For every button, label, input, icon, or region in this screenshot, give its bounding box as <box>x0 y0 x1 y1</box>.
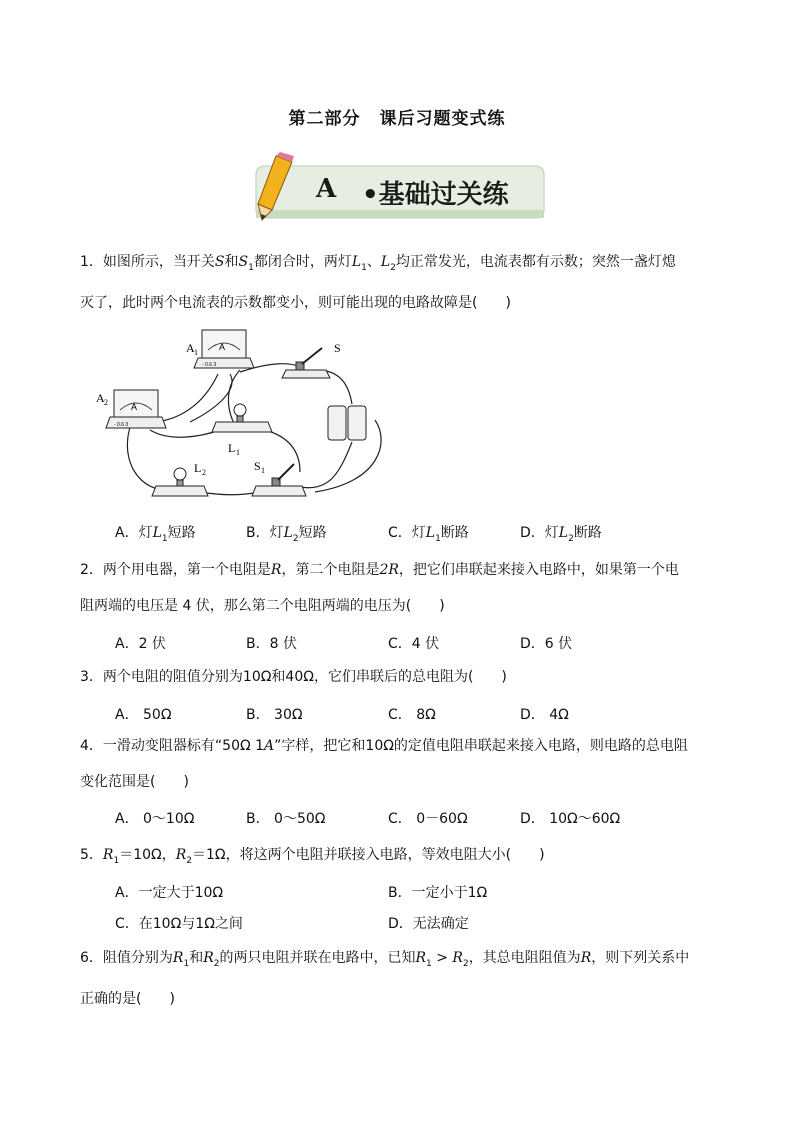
svg-text:- 0.6 3: - 0.6 3 <box>202 362 217 368</box>
label-s1: S <box>254 459 261 473</box>
q4-line-1: 4．一滑动变阻器标有“50Ω 1A”字样，把它和10Ω的定值电阻串联起来接入电路，则电路的总电阻 <box>80 738 688 754</box>
q6-line-2: 正确的是( ) <box>80 991 175 1007</box>
label-l1: L <box>228 441 236 455</box>
wire <box>150 430 220 437</box>
meter-label: A <box>219 342 226 352</box>
switch-s <box>282 348 330 378</box>
label-a2: A <box>96 391 105 405</box>
label-a1: A <box>186 341 195 355</box>
label-l2: L <box>194 461 202 475</box>
q3-line-1: 3．两个电阻的阻值分别为10Ω和40Ω，它们串联后的总电阻为( ) <box>80 669 507 685</box>
wire <box>150 374 218 422</box>
q3-option-d[interactable]: D． 4Ω <box>520 707 569 723</box>
q6-line-1: 6．阻值分别为$R_1$和$R_2$的两只电阻并联在电路中，已知$R_1 > R_2$，其总电阻阻值为R，则下列关系中 <box>80 950 690 969</box>
ammeter-a2 <box>106 390 166 428</box>
banner-letter: A <box>316 174 337 204</box>
wire <box>200 492 260 495</box>
lamp-l1 <box>212 404 272 432</box>
q5-option-c[interactable]: C．在10Ω与1Ω之间 <box>115 916 243 932</box>
q1-option-d[interactable]: D．灯$L_2$断路 <box>520 525 602 544</box>
q1-option-b[interactable]: B．灯$L_2$短路 <box>246 525 327 544</box>
q2-option-a[interactable]: A．2 伏 <box>115 636 166 652</box>
q2-option-d[interactable]: D．6 伏 <box>520 636 573 652</box>
battery <box>328 406 366 440</box>
wire <box>300 442 352 488</box>
svg-text:1: 1 <box>261 466 265 475</box>
q5-option-d[interactable]: D．无法确定 <box>388 916 469 932</box>
svg-text:1: 1 <box>194 348 198 357</box>
svg-text:1: 1 <box>236 448 240 457</box>
q2-line-2: 阻两端的电压是 4 伏，那么第二个电阻两端的电压为( ) <box>80 598 445 614</box>
circuit-diagram <box>90 322 460 512</box>
q3-option-a[interactable]: A． 50Ω <box>115 707 172 723</box>
q2-option-b[interactable]: B．8 伏 <box>246 636 297 652</box>
svg-text:2: 2 <box>104 398 108 407</box>
q5-line-1: 5．$R_1=10\Omega$，$R_2=1\Omega$，将这两个电阻并联接入电路，等效电阻大小( ) <box>80 847 545 866</box>
q3-option-c[interactable]: C． 8Ω <box>388 707 436 723</box>
q2-option-c[interactable]: C．4 伏 <box>388 636 440 652</box>
section-title: 课后习题变式练 <box>379 109 506 129</box>
q1-option-a[interactable]: A．灯$L_1$短路 <box>115 525 196 544</box>
label-s: S <box>334 341 341 355</box>
wire <box>265 430 300 472</box>
ammeter-a1 <box>194 330 254 368</box>
q1-option-c[interactable]: C．灯$L_1$断路 <box>388 525 469 544</box>
q5-option-b[interactable]: B．一定小于1Ω <box>388 885 488 901</box>
banner-label: •基础过关练 <box>362 180 509 210</box>
q2-line-1: 2．两个用电器，第一个电阻是R，第二个电阻是2R，把它们串联起来接入电路中，如果第一个电 <box>80 562 679 578</box>
q4-line-2: 变化范围是( ) <box>80 774 189 790</box>
wire <box>127 427 170 490</box>
q4-option-c[interactable]: C． 0－60Ω <box>388 811 468 827</box>
q5-option-a[interactable]: A．一定大于10Ω <box>115 885 224 901</box>
q1-line-2: 灭了，此时两个电流表的示数都变小，则可能出现的电路故障是( ) <box>80 295 511 311</box>
meter-label: A <box>131 402 138 412</box>
part-label: 第二部分 <box>288 109 361 129</box>
q4-option-b[interactable]: B． 0～50Ω <box>246 811 326 827</box>
q1-line-1: 1．如图所示，当开关S和$S_1$都闭合时，两灯$L_1$、$L_2$均正常发光，电流表都有示数；突然一盏灯熄 <box>80 254 676 273</box>
svg-text:2: 2 <box>202 468 206 477</box>
q4-option-a[interactable]: A． 0～10Ω <box>115 811 195 827</box>
q4-option-d[interactable]: D． 10Ω～60Ω <box>520 811 621 827</box>
svg-text:- 0.6 3: - 0.6 3 <box>114 422 129 428</box>
page-title <box>0 104 794 129</box>
q3-option-b[interactable]: B． 30Ω <box>246 707 303 723</box>
section-banner <box>246 152 546 224</box>
wire <box>190 374 232 422</box>
